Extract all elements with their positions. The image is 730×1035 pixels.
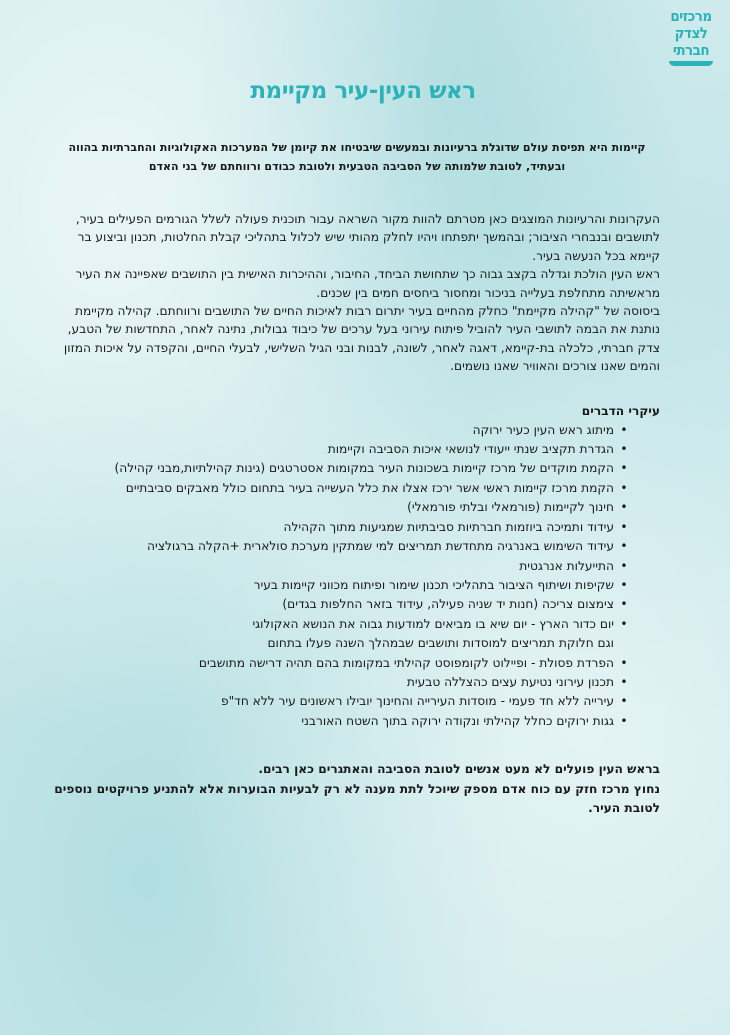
points-list [54, 421, 660, 732]
logo-base-shape [669, 61, 713, 66]
bullet-icon: • [620, 558, 628, 573]
list-item-text: התייעלות אנרגטית [519, 558, 614, 573]
list-item-continuation [54, 634, 630, 653]
bullet-icon: • [620, 480, 628, 495]
logo [662, 8, 720, 76]
page-title: ראש העין-עיר מקיימת [250, 78, 476, 104]
body-text [54, 210, 660, 376]
bullet-icon: • [620, 597, 628, 612]
list-item-text: תכנון עירוני נטיעת עצים כהצללה טבעית [406, 674, 614, 689]
closing-line-2: נחוץ מרכז חזק עם כוח אדם מספק שיוכל לתת מענה לא רק לבעיות הבוערות אלא להתניע פרויקטים נוספים לטובת העיר. [54, 781, 660, 816]
bullet-icon: • [620, 655, 628, 670]
bullet-icon: • [620, 519, 628, 534]
list-item [54, 557, 630, 576]
list-item [54, 479, 630, 498]
list-item [54, 518, 630, 537]
bullet-icon: • [620, 577, 628, 592]
closing-statement [54, 760, 660, 819]
list-item-text: עידוד השימוש באנרגיה מתחדשת תמריצים למי שמתקין מערכת סולארית +הקלה ברגולציה [147, 539, 614, 554]
body-paragraph-2: ראש העין הולכת וגדלה בקצב גבוה כך שתחושת הביחד, החיבור, וההיכרות האישית בין התושבים שאפיינה את העיר מראשיתה מתחלפת בעלייה בניכור ומחסור ביחסים חמים בין שכנים. [75, 267, 660, 300]
list-item [54, 537, 630, 556]
list-item-text: עירייה ללא חד פעמי - מוסדות העירייה והחינוך יובילו ראשונים עיר ללא חד"פ [220, 694, 614, 709]
bullet-icon: • [620, 713, 628, 728]
list-item [54, 459, 630, 478]
closing-line-1: בראש העין פועלים לא מעט אנשים לטובת הסביבה והאתגרים כאן רבים. [258, 762, 660, 777]
bullet-icon: • [620, 694, 628, 709]
list-item-text: יום כדור הארץ - יום שיא בו מביאים למודעות גבוה את הנושא האקולוגי [252, 616, 614, 631]
list-item [54, 615, 630, 634]
bullet-icon: • [620, 500, 628, 515]
list-item-text: צימצום צריכה (חנות יד שניה פעילה, עידוד בזאר החלפות בגדים) [282, 597, 614, 612]
list-item [54, 595, 630, 614]
list-item [54, 712, 630, 731]
bullet-icon: • [620, 674, 628, 689]
logo-line-3: חברתי [672, 41, 710, 59]
logo-line-1: מרכזים [670, 7, 712, 25]
body-paragraph-1: העקרונות והרעיונות המוצגים כאן מטרתם להוות מקור השראה עבור תוכנית פעולה לשלל הגורמים הפעילים בעיר, לתושבים ובנבחרי הציבור; ובהמשך יתפתחו ויהיו לחלק מהותי שיש לכלול בתהליכי קבלת החלטות, תכנון וביצוע בר קיימא בכל הנעשה בעיר. [75, 212, 660, 263]
bullet-icon: • [620, 442, 628, 457]
list-item [54, 576, 630, 595]
list-item [54, 692, 630, 711]
list-item-text: וגם חלוקת תמריצים למוסדות ותושבים שבמהלך השנה פעלו בתחום [267, 636, 614, 651]
bullet-icon: • [620, 539, 628, 554]
list-item-text: גגות ירוקים כחלל קהילתי ונקודה ירוקה בתוך השטח האורבני [301, 713, 614, 728]
list-item [54, 421, 630, 440]
list-item-text: הפרדת פסולת - ופיילוט לקומפוסט קהילתי במקומות בהם תהיה דרישה מתושבים [198, 655, 614, 670]
bullet-icon: • [620, 461, 628, 476]
list-item-text: עידוד ותמיכה ביוזמות חברתיות סביבתיות שמגיעות מתוך הקהילה [283, 519, 614, 534]
list-item-text: הקמת מוקדים של מרכז קיימות בשכונות העיר במקומות אסטרטגים (גינות קהילתיות,מבני קהילה) [114, 461, 614, 476]
intro-paragraph: קיימות היא תפיסת עולם שדוגלת ברעיונות ובמעשים שיבטיחו את קיומן של המערכות האקולוגיות והחברתיות בהווה ובעתיד, לטובת שלמותה של הסביבה הטבעית ולטובת כבודם ורווחתם של בני האדם [68, 141, 646, 173]
list-item-text: הגדרת תקציב שנתי ייעודי לנושאי איכות הסביבה וקיימות [327, 442, 614, 457]
list-item-text: חינוך לקיימות (פורמאלי ובלתי פורמאלי) [407, 500, 614, 515]
list-item [54, 673, 630, 692]
body-paragraph-3: ביסוסה של "קהילה מקיימת" כחלק מהחיים בעיר יתרום רבות לאיכות החיים של התושבים ורווחתם. קהילה מקיימת נותנת את הבמה לתושבי העיר להוביל פיתוח עירוני בעל ערכים של כיבוד גבולות, נתינה לאחר, התחדשות של הטבע, צדק חברתי, כלכלה בת-קיימא, דאגה לאחר, לשונה, לבנות ובני הגיל השלישי, לבעלי החיים, והקפדה על איכות המזון והמים שאנו צורכים והאוויר שאנו נושמים. [63, 304, 660, 374]
list-item-text: שקיפות ושיתוף הציבור בתהליכי תכנון שימור ופיתוח מכווני קיימות בעיר [253, 577, 614, 592]
logo-line-2: לצדק [674, 24, 708, 42]
list-item-text: הקמת מרכז קיימות ראשי אשר ירכז אצלו את כלל העשייה בעיר בתחום כולל מאבקים סביבתיים [125, 480, 614, 495]
bullet-icon: • [620, 422, 628, 437]
list-item [54, 498, 630, 517]
bullet-icon: • [620, 616, 628, 631]
list-item [54, 654, 630, 673]
section-title: עיקרי הדברים [581, 403, 660, 418]
document-content [54, 138, 660, 819]
list-item [54, 440, 630, 459]
list-item-text: מיתוג ראש העין כעיר ירוקה [472, 422, 614, 437]
